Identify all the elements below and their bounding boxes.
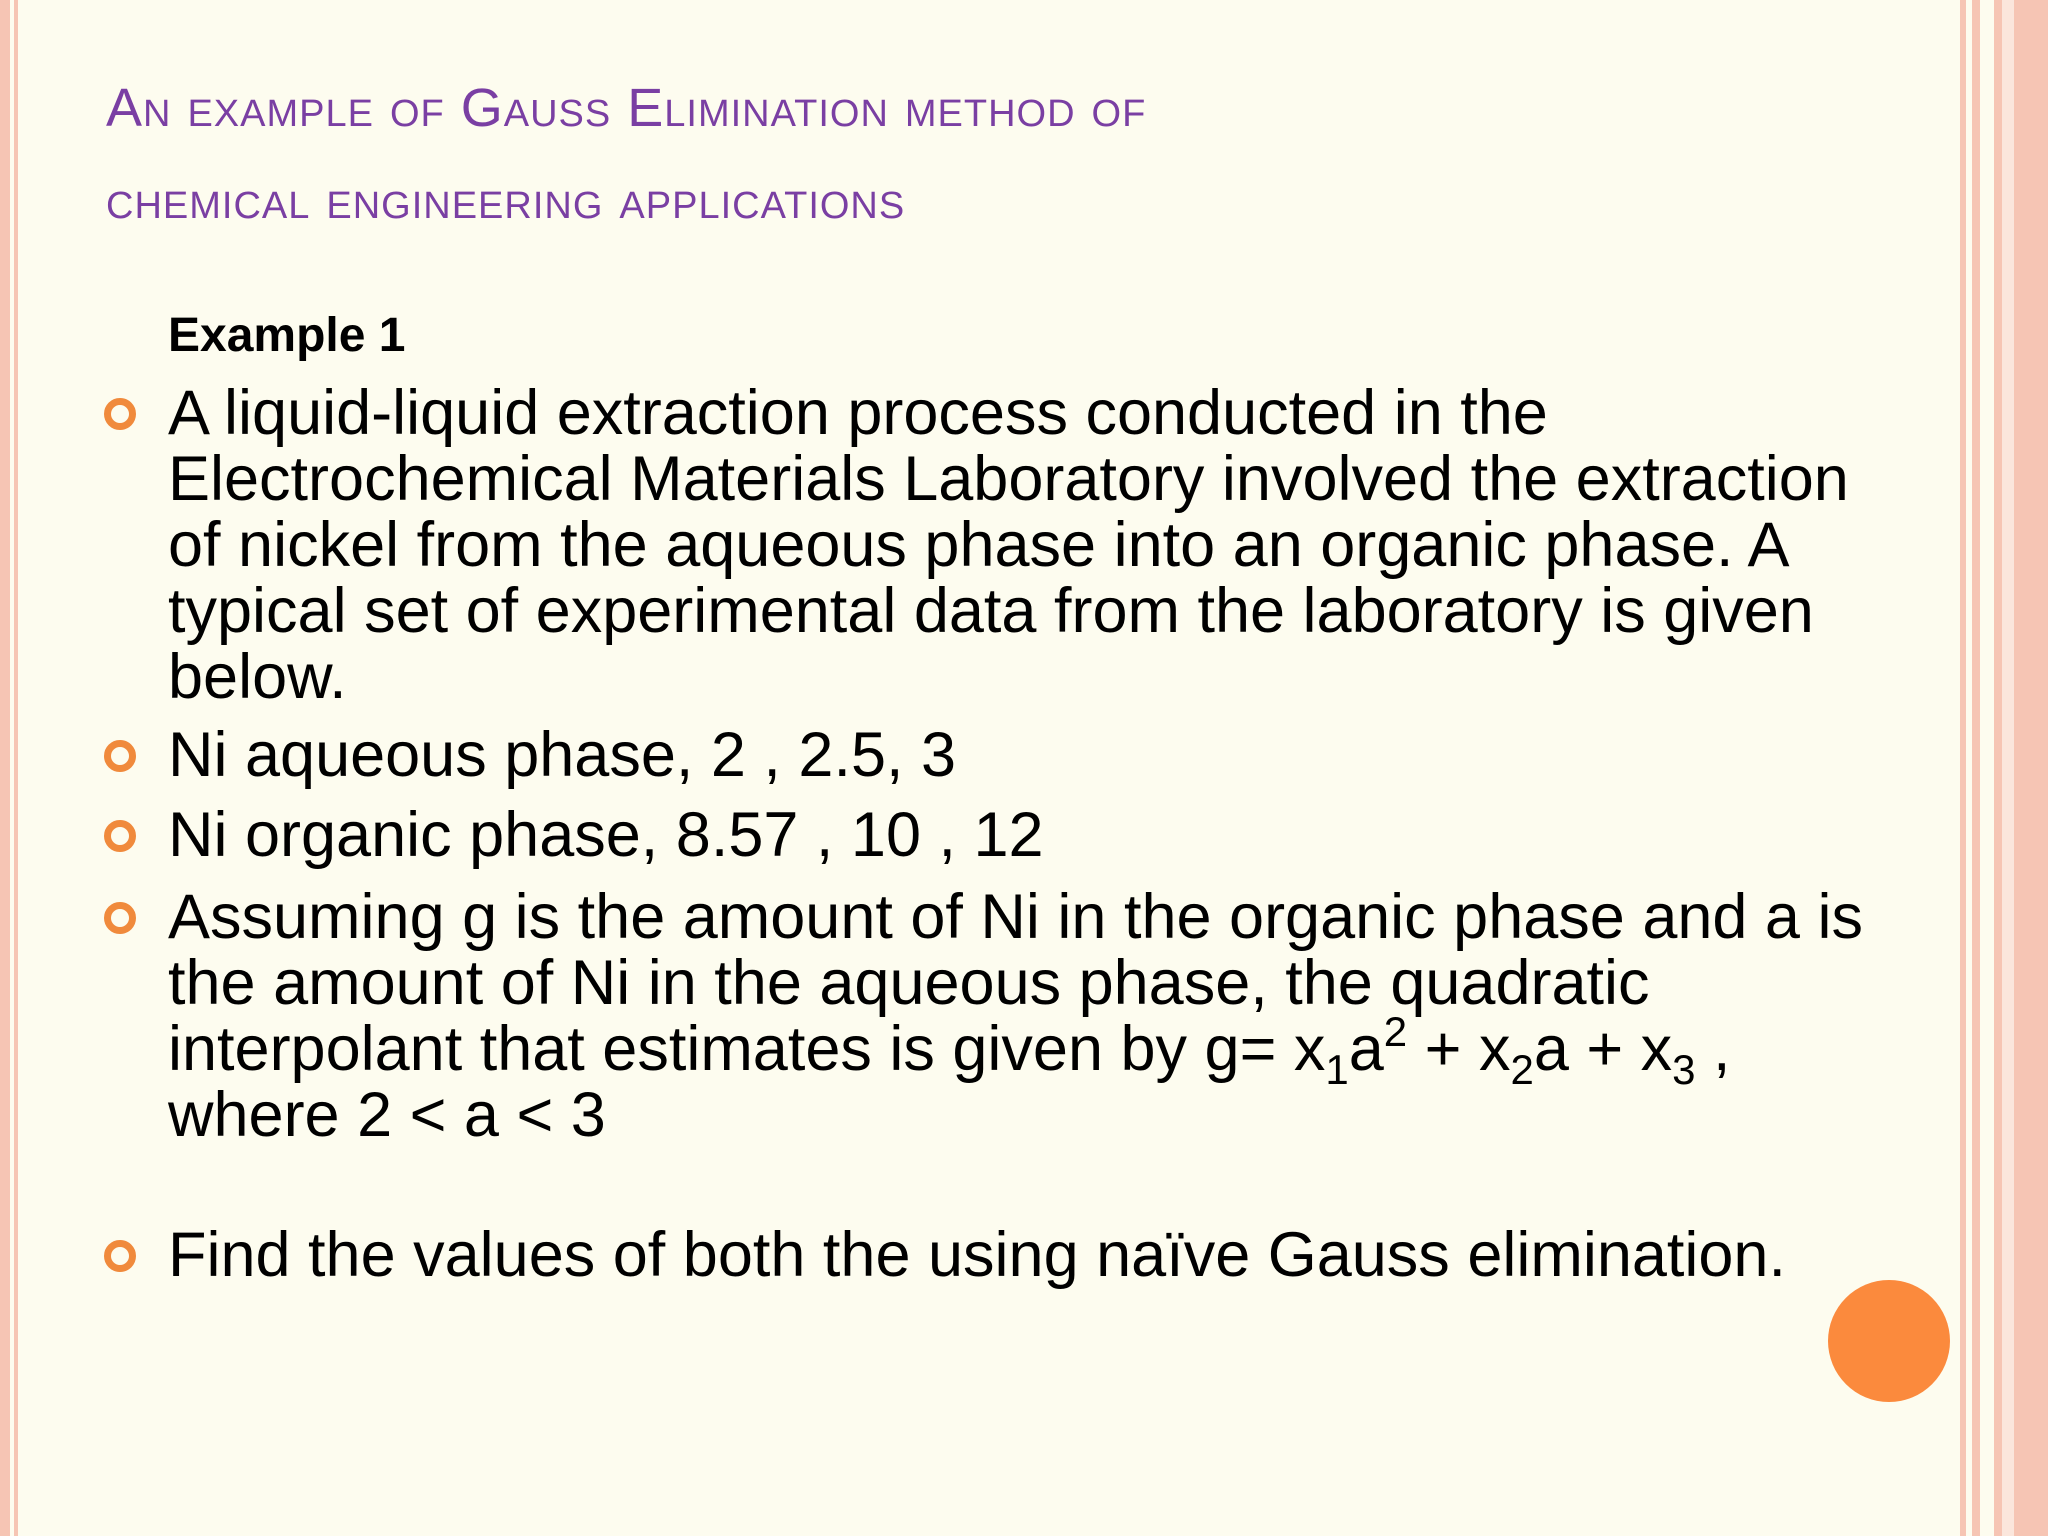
right-border-stripe — [1960, 0, 1966, 1536]
bullet-item-aqueous-data — [100, 722, 1900, 788]
bullet-text-part: a + x — [1533, 1014, 1673, 1084]
subscript: 3 — [1672, 1046, 1696, 1093]
right-border-stripe — [1994, 0, 2002, 1536]
bullet-text-part: , where 2 < a < 3 — [168, 1014, 1731, 1150]
bullet-text: Ni aqueous phase, 2 , 2.5, 3 — [168, 720, 957, 790]
ring-bullet-icon — [104, 902, 136, 934]
right-border-stripe — [2014, 0, 2048, 1536]
bullet-text-part: Assuming g is the amount of Ni in the organic phase and a is the amount of Ni in the aqueous phase, the quadratic interpolant that estimates is given by g= x — [168, 882, 1863, 1084]
superscript: 2 — [1383, 1008, 1408, 1055]
left-border — [0, 0, 10, 1536]
left-border-line — [14, 0, 18, 1536]
bullet-item-organic-data — [100, 802, 1900, 868]
bullet-text: Find the values of both the using naïve Gauss elimination. — [168, 1220, 1786, 1290]
slide-title-line-2: chemical engineering applications — [106, 170, 906, 230]
bullet-item-interpolant — [100, 884, 1900, 1148]
slide-title — [106, 62, 1866, 246]
right-border-stripe — [1972, 0, 1980, 1536]
bullet-text: A liquid-liquid extraction process conducted in the Electrochemical Materials Laboratory involved the extraction of nickel from the aqueous phase into an organic phase. A typical set of experimental data from the laboratory is given below. — [168, 378, 1849, 712]
subscript: 1 — [1325, 1046, 1349, 1093]
subscript: 2 — [1510, 1046, 1534, 1093]
ring-bullet-icon — [104, 740, 136, 772]
bullet-item-problem-statement — [100, 380, 1900, 710]
slide-title-line-1: An example of Gauss Elimination method of — [106, 78, 1147, 138]
ring-bullet-icon — [104, 398, 136, 430]
bullet-text-part: + x — [1407, 1014, 1511, 1084]
right-border-band — [2002, 0, 2014, 1536]
example-label: Example 1 — [168, 309, 406, 362]
orange-circle-icon — [1828, 1280, 1950, 1402]
bullet-text: Ni organic phase, 8.57 , 10 , 12 — [168, 800, 1044, 870]
ring-bullet-icon — [104, 1240, 136, 1272]
bullet-text-part: a — [1348, 1014, 1384, 1084]
bullet-list — [100, 380, 1900, 1288]
ring-bullet-icon — [104, 820, 136, 852]
bullet-item-task — [100, 1222, 1900, 1288]
